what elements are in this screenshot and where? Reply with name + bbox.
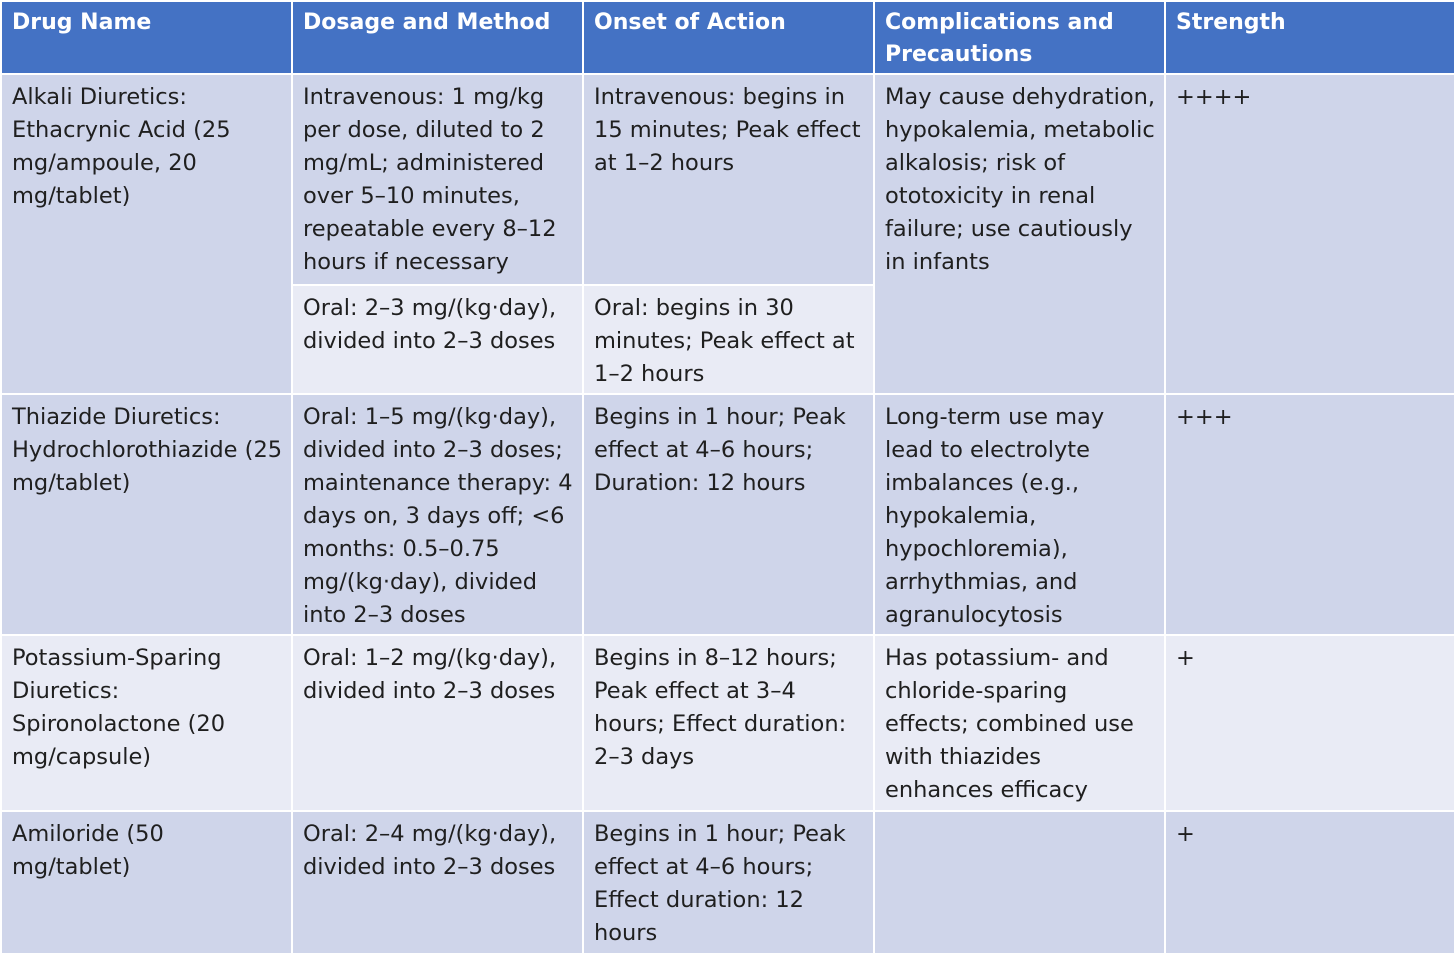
complications-cell: Has potassium- and chloride-sparing effects; combined use with thiazides enhances efficacy [874, 635, 1165, 811]
dosage-cell: Oral: 1–2 mg/(kg·day), divided into 2–3 doses [292, 635, 583, 811]
header-dosage-method: Dosage and Method [292, 1, 583, 74]
strength-cell: + [1165, 635, 1454, 811]
strength-cell: + [1165, 811, 1454, 954]
table-row [1, 635, 1454, 811]
header-complications: Complications and Precautions [874, 1, 1165, 74]
dosage-cell: Intravenous: 1 mg/kg per dose, diluted to 2 mg/mL; administered over 5–10 minutes, repeatable every 8–12 hours if necessary [292, 74, 583, 285]
table-row [1, 74, 1454, 285]
onset-cell: Begins in 1 hour; Peak effect at 4–6 hours; Duration: 12 hours [583, 394, 874, 635]
complications-cell [874, 811, 1165, 954]
header-row [1, 1, 1454, 74]
complications-cell: Long-term use may lead to electrolyte imbalances (e.g., hypokalemia, hypochloremia), arrhythmias, and agranulocytosis [874, 394, 1165, 635]
dosage-cell: Oral: 1–5 mg/(kg·day), divided into 2–3 doses; maintenance therapy: 4 days on, 3 days off; <6 months: 0.5–0.75 mg/(kg·day), divided into 2–3 doses [292, 394, 583, 635]
onset-cell: Oral: begins in 30 minutes; Peak effect at 1–2 hours [583, 285, 874, 394]
strength-cell: ++++ [1165, 74, 1454, 394]
drug-name-cell: Alkali Diuretics: Ethacrynic Acid (25 mg/ampoule, 20 mg/tablet) [1, 74, 292, 394]
table-row [1, 811, 1454, 954]
header-onset: Onset of Action [583, 1, 874, 74]
dosage-cell: Oral: 2–4 mg/(kg·day), divided into 2–3 doses [292, 811, 583, 954]
table-row [1, 394, 1454, 635]
dosage-cell: Oral: 2–3 mg/(kg·day), divided into 2–3 doses [292, 285, 583, 394]
onset-cell: Intravenous: begins in 15 minutes; Peak effect at 1–2 hours [583, 74, 874, 285]
onset-cell: Begins in 1 hour; Peak effect at 4–6 hours; Effect duration: 12 hours [583, 811, 874, 954]
header-strength: Strength [1165, 1, 1454, 74]
drug-name-cell: Amiloride (50 mg/tablet) [1, 811, 292, 954]
header-drug-name: Drug Name [1, 1, 292, 74]
complications-cell: May cause dehydration, hypokalemia, metabolic alkalosis; risk of ototoxicity in renal failure; use cautiously in infants [874, 74, 1165, 394]
drug-name-cell: Thiazide Diuretics: Hydrochlorothiazide (25 mg/tablet) [1, 394, 292, 635]
strength-cell: +++ [1165, 394, 1454, 635]
drug-name-cell: Potassium-Sparing Diuretics: Spironolactone (20 mg/capsule) [1, 635, 292, 811]
onset-cell: Begins in 8–12 hours; Peak effect at 3–4 hours; Effect duration: 2–3 days [583, 635, 874, 811]
